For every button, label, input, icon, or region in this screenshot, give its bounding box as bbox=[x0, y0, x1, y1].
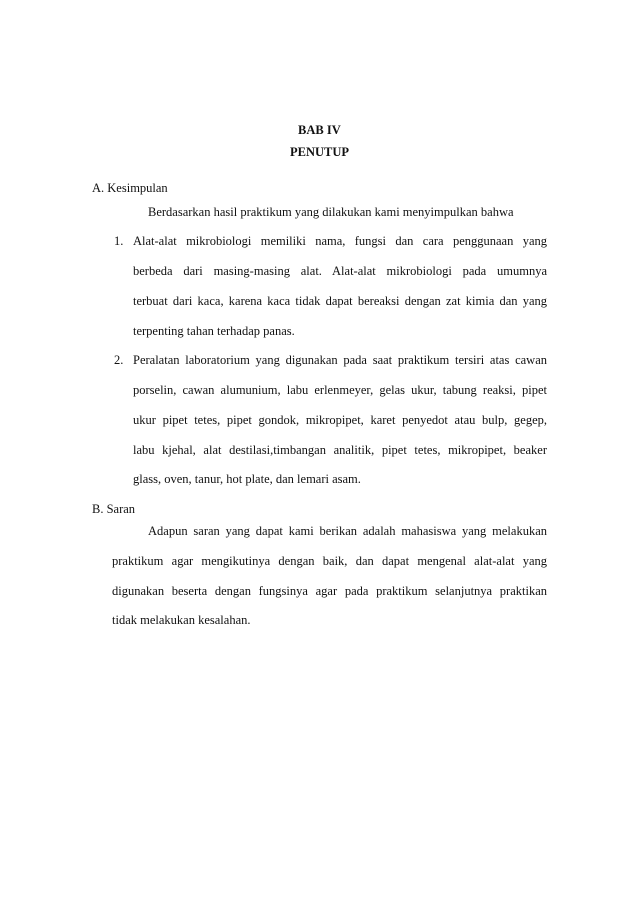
paragraph-line: Adapun saran yang dapat kami berikan adalah mahasiswa yang melakukan bbox=[148, 524, 547, 538]
list-item-line: Alat-alat mikrobiologi memiliki nama, fungsi dan cara penggunaan yang bbox=[133, 234, 547, 248]
chapter-title: PENUTUP bbox=[290, 145, 350, 159]
section-b-heading: B. Saran bbox=[92, 502, 136, 516]
list-item-line: Peralatan laboratorium yang digunakan pada saat praktikum tersiri atas cawan bbox=[133, 353, 547, 367]
paragraph-line: tidak melakukan kesalahan. bbox=[112, 613, 251, 627]
list-marker: 1. bbox=[114, 234, 124, 248]
list-item-line: porselin, cawan alumunium, labu erlenmeyer, gelas ukur, tabung reaksi, pipet bbox=[133, 383, 547, 397]
section-a-heading: A. Kesimpulan bbox=[92, 181, 168, 195]
list-item-line: glass, oven, tanur, hot plate, dan lemari asam. bbox=[133, 472, 361, 486]
list-item-line: ukur pipet tetes, pipet gondok, mikropipet, karet penyedot atau bulp, gegep, bbox=[133, 413, 547, 427]
list-item-line: terpenting tahan terhadap panas. bbox=[133, 324, 295, 338]
paragraph-line: praktikum agar mengikutinya dengan baik, dan dapat mengenal alat-alat yang bbox=[112, 554, 547, 568]
chapter-number: BAB IV bbox=[298, 123, 341, 137]
list-marker: 2. bbox=[114, 353, 124, 367]
list-item-line: terbuat dari kaca, karena kaca tidak dapat bereaksi dengan zat kimia dan yang bbox=[133, 294, 547, 308]
section-a-intro: Berdasarkan hasil praktikum yang dilakukan kami menyimpulkan bahwa bbox=[148, 205, 514, 219]
list-item-line: berbeda dari masing-masing alat. Alat-alat mikrobiologi pada umumnya bbox=[133, 264, 547, 278]
paragraph-line: digunakan beserta dengan fungsinya agar pada praktikum selanjutnya praktikan bbox=[112, 584, 547, 598]
list-item-line: labu kjehal, alat destilasi,timbangan analitik, pipet tetes, mikropipet, beaker bbox=[133, 443, 547, 457]
